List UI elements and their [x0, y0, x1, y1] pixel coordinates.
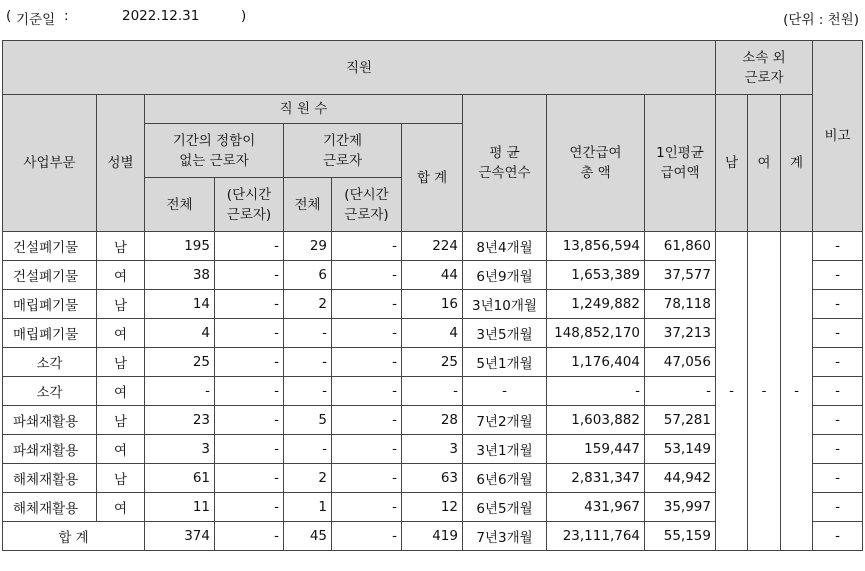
gender-cell: 여	[97, 377, 145, 406]
avg-pay-cell: 47,056	[645, 348, 716, 377]
gender-cell: 여	[97, 493, 145, 522]
fixed-all-cell: -	[284, 348, 332, 377]
annual-pay-cell: 1,176,404	[547, 348, 645, 377]
gender-cell: 남	[97, 348, 145, 377]
affiliate-female-cell	[748, 522, 781, 551]
date-open-paren: (	[6, 8, 12, 24]
table-row	[3, 348, 863, 377]
affiliate-female-cell	[748, 406, 781, 435]
permanent-parttime-header: (단시간 근로자)	[215, 178, 284, 232]
affiliate-female-value: -	[748, 377, 781, 406]
fixed-all-cell: -	[284, 435, 332, 464]
affiliate-sum-header: 계	[781, 95, 813, 232]
perm-part-cell: -	[215, 290, 284, 319]
table-row	[3, 232, 863, 261]
remark-cell: -	[813, 377, 863, 406]
gender-cell: 남	[97, 290, 145, 319]
affiliate-male-value: -	[716, 377, 748, 406]
annual-pay-cell: 431,967	[547, 493, 645, 522]
affiliate-male-header: 남	[716, 95, 748, 232]
affiliate-sum-cell	[781, 348, 813, 377]
annual-pay-cell: 2,831,347	[547, 464, 645, 493]
affiliate-male-cell	[716, 232, 748, 261]
gender-header: 성별	[97, 95, 145, 232]
fixed-part-cell: -	[332, 406, 402, 435]
avg-pay-cell: 57,281	[645, 406, 716, 435]
perm-all-cell: 14	[145, 290, 215, 319]
avg-pay-cell: 61,860	[645, 232, 716, 261]
table-row	[3, 319, 863, 348]
remark-cell: -	[813, 406, 863, 435]
total-cell: 63	[402, 464, 463, 493]
fixed-all-cell: 45	[284, 522, 332, 551]
tenure-cell: 3년10개월	[463, 290, 547, 319]
total-row	[3, 522, 863, 551]
perm-part-cell: -	[215, 522, 284, 551]
annual-pay-cell: 1,653,389	[547, 261, 645, 290]
fixed-all-cell: 29	[284, 232, 332, 261]
total-cell: 12	[402, 493, 463, 522]
gender-cell: 남	[97, 464, 145, 493]
gender-cell: 남	[97, 406, 145, 435]
annual-pay-cell: 23,111,764	[547, 522, 645, 551]
table-row	[3, 464, 863, 493]
division-cell: 건설폐기물	[3, 261, 97, 290]
affiliate-female-cell	[748, 348, 781, 377]
total-cell: 4	[402, 319, 463, 348]
affiliate-sum-value: -	[781, 377, 813, 406]
affiliate-male-cell	[716, 464, 748, 493]
perm-all-cell: -	[145, 377, 215, 406]
annual-pay-cell: 159,447	[547, 435, 645, 464]
perm-part-cell: -	[215, 406, 284, 435]
reference-date: 2022.12.31	[122, 8, 200, 24]
tenure-cell: -	[463, 377, 547, 406]
fixed-part-cell: -	[332, 493, 402, 522]
affiliate-female-cell	[748, 261, 781, 290]
perm-all-cell: 23	[145, 406, 215, 435]
affiliate-sum-cell	[781, 319, 813, 348]
table-row	[3, 261, 863, 290]
fixed-all-cell: 1	[284, 493, 332, 522]
gender-cell: 여	[97, 319, 145, 348]
annual-pay-cell: -	[547, 377, 645, 406]
fixed-all-header: 전체	[284, 178, 332, 232]
affiliate-female-cell	[748, 232, 781, 261]
tenure-cell: 6년5개월	[463, 493, 547, 522]
total-cell: 28	[402, 406, 463, 435]
tenure-cell: 3년5개월	[463, 319, 547, 348]
division-cell: 파쇄재활용	[3, 406, 97, 435]
annual-pay-cell: 148,852,170	[547, 319, 645, 348]
division-header: 사업부문	[3, 95, 97, 232]
perm-part-cell: -	[215, 232, 284, 261]
table-row	[3, 290, 863, 319]
remark-cell: -	[813, 522, 863, 551]
division-cell: 매립폐기물	[3, 319, 97, 348]
fixed-all-cell: 2	[284, 464, 332, 493]
affiliate-male-cell	[716, 435, 748, 464]
division-cell: 해체재활용	[3, 493, 97, 522]
remark-cell: -	[813, 232, 863, 261]
avg-tenure-header: 평 균 근속연수	[463, 95, 547, 232]
avg-pay-cell: -	[645, 377, 716, 406]
gender-cell: 여	[97, 261, 145, 290]
avg-pay-cell: 35,997	[645, 493, 716, 522]
perm-all-cell: 25	[145, 348, 215, 377]
remark-cell: -	[813, 319, 863, 348]
fixed-all-cell: 6	[284, 261, 332, 290]
avg-pay-cell: 53,149	[645, 435, 716, 464]
perm-all-cell: 195	[145, 232, 215, 261]
affiliate-female-cell	[748, 464, 781, 493]
affiliate-female-cell	[748, 290, 781, 319]
perm-part-cell: -	[215, 435, 284, 464]
report-header	[4, 6, 859, 28]
division-cell: 소각	[3, 348, 97, 377]
total-cell: 16	[402, 290, 463, 319]
fixed-part-cell: -	[332, 377, 402, 406]
perm-all-cell: 3	[145, 435, 215, 464]
tenure-cell: 7년3개월	[463, 522, 547, 551]
remark-cell: -	[813, 261, 863, 290]
perm-all-cell: 11	[145, 493, 215, 522]
fixed-term-header: 기간제 근로자	[284, 124, 402, 178]
perm-part-cell: -	[215, 377, 284, 406]
affiliate-sum-cell	[781, 464, 813, 493]
tenure-cell: 7년2개월	[463, 406, 547, 435]
affiliate-female-header: 여	[748, 95, 781, 232]
fixed-part-cell: -	[332, 261, 402, 290]
table-row	[3, 377, 863, 406]
avg-pay-cell: 44,942	[645, 464, 716, 493]
remark-cell: -	[813, 464, 863, 493]
affiliate-male-cell	[716, 348, 748, 377]
affiliate-male-cell	[716, 261, 748, 290]
fixed-part-cell: -	[332, 290, 402, 319]
perm-all-cell: 4	[145, 319, 215, 348]
avg-pay-cell: 78,118	[645, 290, 716, 319]
annual-pay-header: 연간급여 총 액	[547, 95, 645, 232]
gender-cell: 남	[97, 232, 145, 261]
affiliate-other-header: 소속 외 근로자	[716, 41, 813, 95]
avg-pay-cell: 37,577	[645, 261, 716, 290]
fixed-part-cell: -	[332, 522, 402, 551]
perm-part-cell: -	[215, 261, 284, 290]
division-cell: 파쇄재활용	[3, 435, 97, 464]
fixed-all-cell: 5	[284, 406, 332, 435]
permanent-all-header: 전체	[145, 178, 215, 232]
annual-pay-cell: 1,603,882	[547, 406, 645, 435]
headcount-header: 직 원 수	[145, 95, 463, 124]
affiliate-sum-cell	[781, 406, 813, 435]
affiliate-male-cell	[716, 319, 748, 348]
perm-all-cell: 374	[145, 522, 215, 551]
affiliate-sum-cell	[781, 232, 813, 261]
tenure-cell: 6년9개월	[463, 261, 547, 290]
perm-all-cell: 61	[145, 464, 215, 493]
perm-all-cell: 38	[145, 261, 215, 290]
fixed-all-cell: -	[284, 377, 332, 406]
annual-pay-cell: 13,856,594	[547, 232, 645, 261]
date-label: 기준일	[16, 12, 56, 28]
fixed-all-cell: -	[284, 319, 332, 348]
division-cell: 건설폐기물	[3, 232, 97, 261]
permanent-header: 기간의 정함이 없는 근로자	[145, 124, 284, 178]
affiliate-male-cell	[716, 290, 748, 319]
annual-pay-cell: 1,249,882	[547, 290, 645, 319]
affiliate-male-cell	[716, 493, 748, 522]
affiliate-sum-cell	[781, 435, 813, 464]
total-cell: 25	[402, 348, 463, 377]
division-cell: 해체재활용	[3, 464, 97, 493]
avg-pay-cell: 55,159	[645, 522, 716, 551]
fixed-parttime-header: (단시간 근로자)	[332, 178, 402, 232]
affiliate-male-cell	[716, 522, 748, 551]
fixed-part-cell: -	[332, 232, 402, 261]
affiliate-sum-cell	[781, 493, 813, 522]
affiliate-female-cell	[748, 435, 781, 464]
table-row	[3, 493, 863, 522]
total-cell: -	[402, 377, 463, 406]
total-cell: 419	[402, 522, 463, 551]
perm-part-cell: -	[215, 319, 284, 348]
remarks-header: 비고	[813, 41, 863, 232]
perm-part-cell: -	[215, 493, 284, 522]
fixed-part-cell: -	[332, 435, 402, 464]
avg-pay-cell: 37,213	[645, 319, 716, 348]
unit-label: (단위 : 천원)	[783, 12, 859, 28]
gender-cell: 여	[97, 435, 145, 464]
remark-cell: -	[813, 290, 863, 319]
fixed-part-cell: -	[332, 319, 402, 348]
affiliate-female-cell	[748, 493, 781, 522]
table-row	[3, 406, 863, 435]
remark-cell: -	[813, 435, 863, 464]
total-header: 합 계	[402, 124, 463, 232]
tenure-cell: 8년4개월	[463, 232, 547, 261]
tenure-cell: 5년1개월	[463, 348, 547, 377]
division-cell: 소각	[3, 377, 97, 406]
total-label: 합 계	[3, 522, 145, 551]
fixed-part-cell: -	[332, 464, 402, 493]
division-cell: 매립폐기물	[3, 290, 97, 319]
remark-cell: -	[813, 348, 863, 377]
tenure-cell: 6년6개월	[463, 464, 547, 493]
avg-pay-header: 1인평균 급여액	[645, 95, 716, 232]
tenure-cell: 3년1개월	[463, 435, 547, 464]
date-close-paren: )	[241, 8, 247, 24]
perm-part-cell: -	[215, 464, 284, 493]
date-colon: :	[64, 8, 69, 24]
table-row	[3, 435, 863, 464]
perm-part-cell: -	[215, 348, 284, 377]
employee-status-table	[2, 40, 863, 551]
total-cell: 224	[402, 232, 463, 261]
fixed-part-cell: -	[332, 348, 402, 377]
total-cell: 3	[402, 435, 463, 464]
affiliate-sum-cell	[781, 522, 813, 551]
remark-cell: -	[813, 493, 863, 522]
employees-header: 직원	[3, 41, 716, 95]
fixed-all-cell: 2	[284, 290, 332, 319]
affiliate-male-cell	[716, 406, 748, 435]
affiliate-sum-cell	[781, 290, 813, 319]
affiliate-sum-cell	[781, 261, 813, 290]
affiliate-female-cell	[748, 319, 781, 348]
total-cell: 44	[402, 261, 463, 290]
